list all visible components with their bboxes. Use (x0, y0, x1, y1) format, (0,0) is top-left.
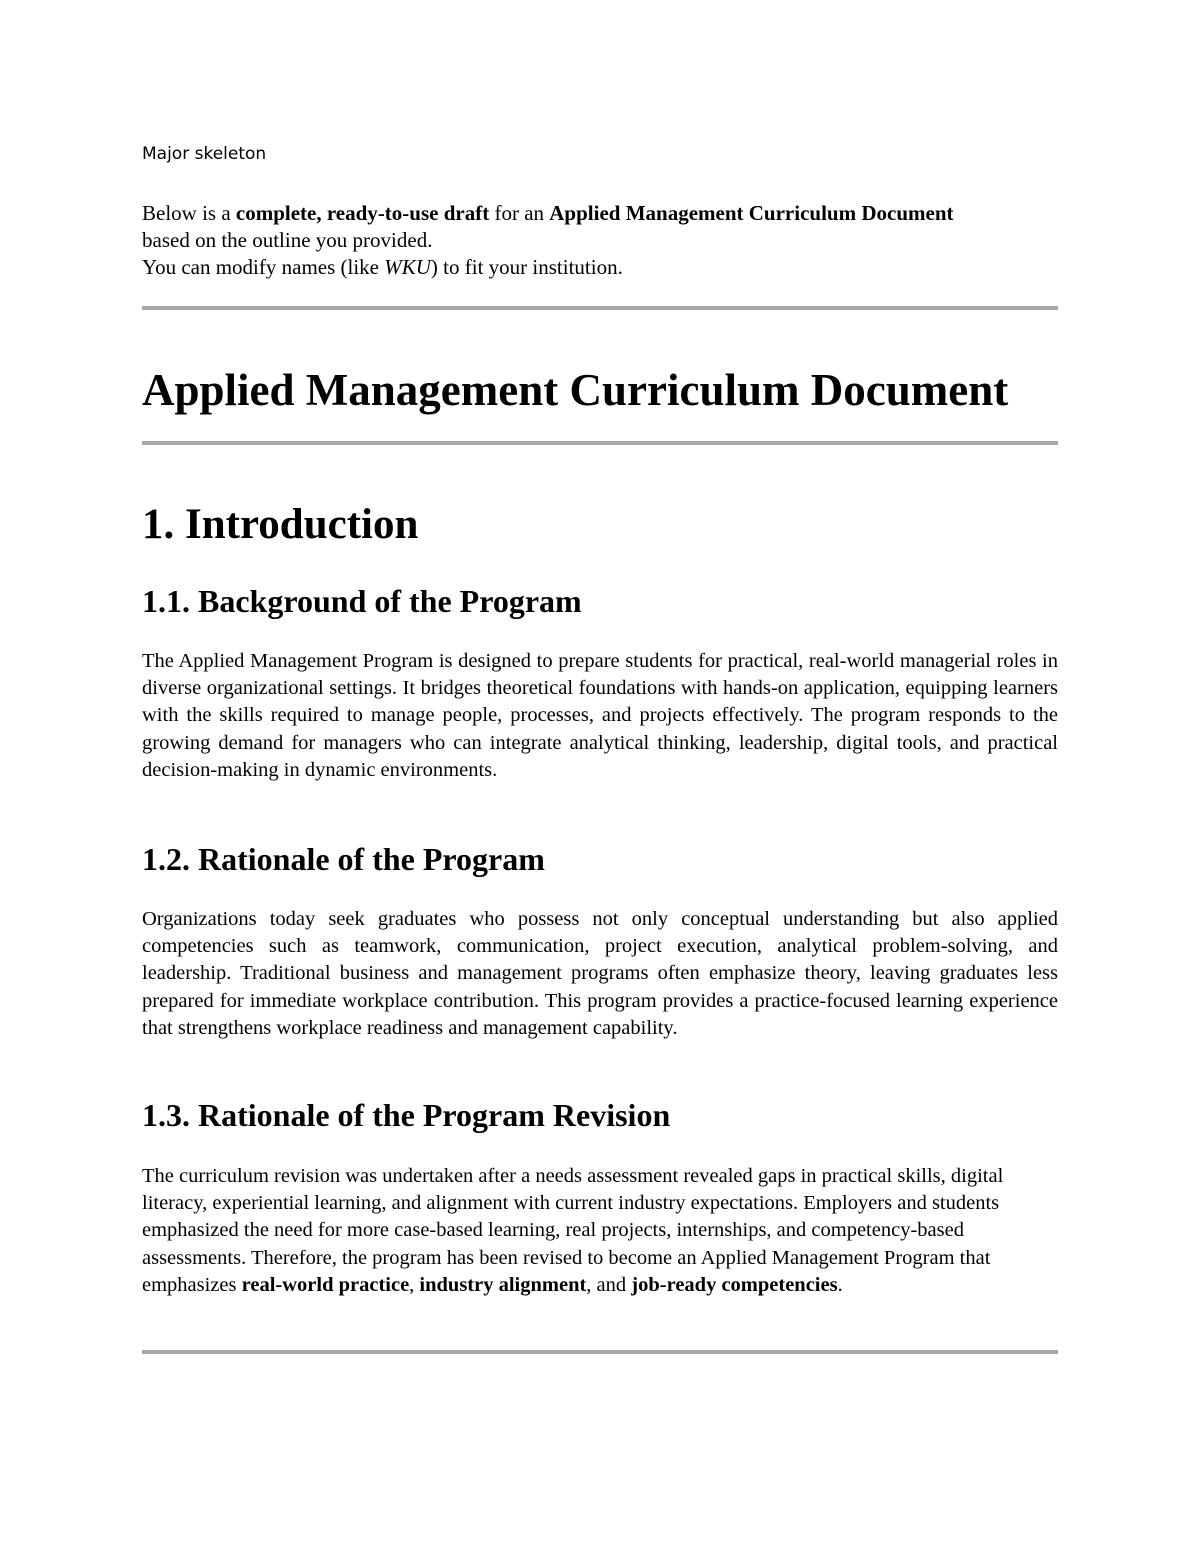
intro-line-3 (142, 254, 1058, 281)
section-heading-introduction: 1. Introduction (142, 501, 419, 548)
revision-bold-competencies: job-ready competencies (631, 1273, 838, 1296)
revision-bold-industry: industry alignment (419, 1273, 587, 1296)
document-title: Applied Management Curriculum Document (142, 365, 1009, 415)
revision-sep-1: , (409, 1273, 420, 1296)
revision-paragraph (142, 1163, 1022, 1299)
intro-line3-prefix: You can modify names (like (142, 255, 385, 279)
intro-line3-suffix: ) to fit your institution. (430, 255, 623, 279)
intro-paragraph (142, 200, 1058, 281)
horizontal-rule (142, 441, 1058, 445)
horizontal-rule (142, 1350, 1058, 1354)
intro-line1-mid: for an (489, 201, 550, 225)
revision-sep-2: , and (586, 1273, 632, 1296)
subsection-heading-rationale: 1.2. Rationale of the Program (142, 841, 545, 877)
intro-bold-doc-name: Applied Management Curriculum Document (549, 201, 954, 225)
revision-body-suffix: . (837, 1273, 843, 1296)
subsection-heading-background: 1.1. Background of the Program (142, 583, 582, 619)
revision-body-prefix: The curriculum revision was undertaken after a needs assessment revealed gaps in practical skills, digital literacy, experiential learning, and alignment with current industry expectations. Employers and students emphasized the need for more case-based learning, real projects, internships, and competency-based assessments. Therefore, the program has been revised to become an Applied Management Program that emphasizes (142, 1165, 1004, 1296)
subsection-heading-revision: 1.3. Rationale of the Program Revision (142, 1097, 671, 1133)
rationale-paragraph: Organizations today seek graduates who possess not only conceptual understanding but also applied competencies such as teamwork, communication, project execution, analytical problem-solving, and leadership. Traditional business and management programs often emphasize theory, leaving graduates less prepared for immediate workplace contribution. This program provides a practice-focused learning experience that strengthens workplace readiness and management capability. (142, 908, 1058, 1039)
background-paragraph: The Applied Management Program is designed to prepare students for practical, real-world managerial roles in diverse organizational settings. It bridges theoretical foundations with hands-on application, equipping learners with the skills required to manage people, processes, and projects effectively. The program responds to the growing demand for managers who can integrate analytical thinking, leadership, digital tools, and practical decision-making in dynamic environments. (142, 650, 1058, 781)
skeleton-label: Major skeleton (142, 144, 267, 164)
intro-line-2: based on the outline you provided. (142, 228, 433, 252)
intro-bold-draft: complete, ready-to-use draft (235, 201, 490, 225)
horizontal-rule (142, 306, 1058, 310)
intro-italic-wku: WKU (384, 255, 431, 279)
intro-line1-prefix: Below is a (142, 201, 236, 225)
revision-bold-practice: real-world practice (241, 1273, 410, 1296)
intro-line-1 (142, 200, 1058, 227)
